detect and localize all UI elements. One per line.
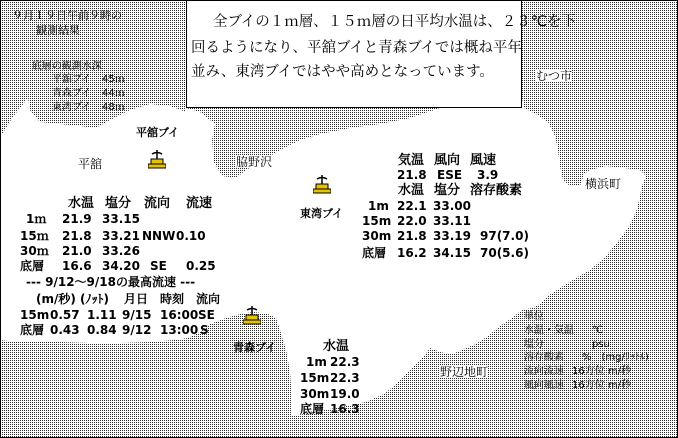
table-cell-salinity: 34.15 (433, 246, 471, 260)
datetime-line1: ９月１９日午前９時の (12, 9, 122, 22)
weather-header-wind-speed: 風速 (470, 153, 497, 168)
weather-header-air-temp: 気温 (398, 153, 425, 168)
tairadate-header-temp: 水温 (68, 196, 95, 211)
units-value: % (mg/ﾘｯﾄﾙ) (582, 352, 649, 363)
table-cell-time: 16:00 (160, 308, 199, 322)
table-cell-ms: 0.57 (50, 308, 80, 322)
table-cell-salinity: 33.00 (433, 199, 471, 213)
weather-header-wind-dir: 風向 (434, 153, 461, 168)
units-value: psu (592, 339, 610, 350)
headline-line3: 並み、東湾ブイではやや高めとなっています。 (191, 64, 494, 80)
table-row-layer: 底層 (20, 259, 45, 273)
headline-line1: 全ブイの１ｍ層、１５ｍ層の日平均水温は、２３℃を下 (213, 14, 576, 30)
table-cell-date: 9/15 (122, 308, 152, 322)
units-label: 流向流速 (524, 366, 564, 377)
weather-air-temp: 21.8 (397, 168, 427, 182)
weather-wind-dir: ESE (437, 168, 463, 182)
table-row-layer: 底層 (362, 246, 387, 260)
max-header-date: 月日 (124, 292, 149, 306)
table-cell-direction: SE (198, 308, 215, 322)
headline-line2: 回るようになり、平舘ブイと青森ブイでは概ね平年 (191, 40, 522, 56)
table-row-layer: 15ｍ (20, 229, 49, 243)
table-row-layer: 15m (362, 214, 392, 228)
max-current-title: --- 9/12～9/18の最高流速 --- (26, 275, 196, 289)
table-cell-temp: 22.1 (397, 199, 427, 213)
depth-row-name: 東湾ブイ (52, 102, 92, 113)
units-label: 風向風速 (524, 380, 564, 391)
aomori-buoy-icon (243, 306, 261, 328)
table-row-layer: 30m (362, 229, 392, 243)
tairadate-buoy-label: 平舘ブイ (136, 126, 180, 139)
table-cell-time: 13:00 (160, 323, 199, 337)
place-yokohama: 横浜町 (585, 177, 622, 191)
units-title: 単位 (524, 311, 544, 322)
higashiwan-buoy-label: 東湾ブイ (300, 207, 344, 220)
aomori-header-temp: 水温 (323, 339, 350, 354)
table-cell-direction: S (200, 323, 209, 337)
table-cell-ms: 0.43 (50, 323, 80, 337)
depth-row-value: 48ｍ (102, 102, 125, 113)
table-row-layer: 底層 (300, 402, 325, 416)
table-cell-temp: 21.0 (62, 244, 92, 258)
table-cell-dissolved-oxygen: 97(7.0) (480, 229, 529, 243)
table-cell-temp: 21.9 (62, 212, 92, 226)
table-cell-salinity: 33.15 (102, 212, 140, 226)
place-wakinosawa: 脇野沢 (236, 155, 273, 169)
table-cell-temp: 16.6 (62, 259, 92, 273)
table-cell-temp: 21.8 (62, 229, 92, 243)
table-row-layer: 1m (306, 355, 327, 369)
units-value: 16方位 m/秒 (572, 380, 632, 391)
table-row-layer: 30m (300, 387, 330, 401)
table-cell-salinity: 33.11 (433, 214, 471, 228)
table-cell-temp: 22.3 (330, 371, 360, 385)
table-row-layer: 30ｍ (20, 244, 49, 258)
table-cell-direction: SE (150, 259, 167, 273)
table-cell-direction: NNW (142, 229, 176, 243)
higashiwan-header-do: 溶存酸素 (470, 183, 523, 198)
max-header-ms: (m/秒) (36, 292, 76, 306)
table-cell-temp: 22.3 (330, 355, 360, 369)
datetime-line2: 観測結果 (36, 24, 80, 37)
max-header-time: 時刻 (160, 292, 185, 306)
table-cell-temp: 21.8 (397, 229, 427, 243)
units-label: 水温・気温 (524, 325, 574, 336)
table-cell-temp: 16.2 (397, 246, 427, 260)
weather-wind-speed: 3.9 (477, 168, 499, 182)
table-cell-salinity: 33.19 (433, 229, 471, 243)
table-cell-salinity: 33.21 (102, 229, 140, 243)
depth-info-title: 底層の観測水深 (32, 61, 102, 72)
tairadate-buoy-icon (148, 150, 166, 172)
table-row-layer: 15m (20, 308, 50, 322)
table-row-layer: 15m (300, 371, 330, 385)
units-label: 溶存酸素 (524, 352, 564, 363)
tairadate-header-direction: 流向 (144, 196, 171, 211)
table-cell-temp: 22.0 (397, 214, 427, 228)
table-cell-salinity: 34.20 (102, 259, 140, 273)
units-value: 16方位 m/秒 (572, 366, 632, 377)
units-value: ℃ (592, 325, 604, 336)
table-cell-knot: 1.11 (87, 308, 117, 322)
depth-row-value: 45ｍ (102, 74, 125, 85)
table-row-layer: 1ｍ (26, 212, 47, 226)
place-tairadate: 平舘 (78, 157, 103, 171)
table-cell-temp: 16.3 (330, 402, 360, 416)
table-row-layer: 底層 (20, 323, 45, 337)
tairadate-header-speed: 流速 (186, 196, 213, 211)
higashiwan-buoy-icon (313, 175, 331, 197)
depth-row-name: 青森ブイ (52, 88, 92, 99)
table-row-layer: 1m (368, 199, 389, 213)
table-cell-knot: 0.84 (87, 323, 117, 337)
place-noheji: 野辺地町 (440, 365, 489, 379)
tairadate-header-salinity: 塩分 (105, 196, 132, 211)
place-mutsu: むつ市 (536, 69, 573, 83)
table-cell-dissolved-oxygen: 70(5.6) (480, 246, 529, 260)
depth-row-value: 44ｍ (102, 88, 125, 99)
table-cell-speed: 0.10 (176, 229, 206, 243)
aomori-buoy-label: 青森ブイ (233, 341, 277, 354)
max-header-direction: 流向 (196, 292, 221, 306)
table-cell-temp: 19.0 (330, 387, 360, 401)
table-cell-speed: 0.25 (186, 259, 216, 273)
depth-row-name: 平舘ブイ (52, 74, 92, 85)
table-cell-date: 9/12 (122, 323, 152, 337)
units-label: 塩分 (524, 339, 544, 350)
higashiwan-header-salinity: 塩分 (434, 183, 461, 198)
table-cell-salinity: 33.26 (102, 244, 140, 258)
max-header-knot: (ﾉｯﾄ) (80, 292, 109, 306)
higashiwan-header-temp: 水温 (398, 183, 425, 198)
